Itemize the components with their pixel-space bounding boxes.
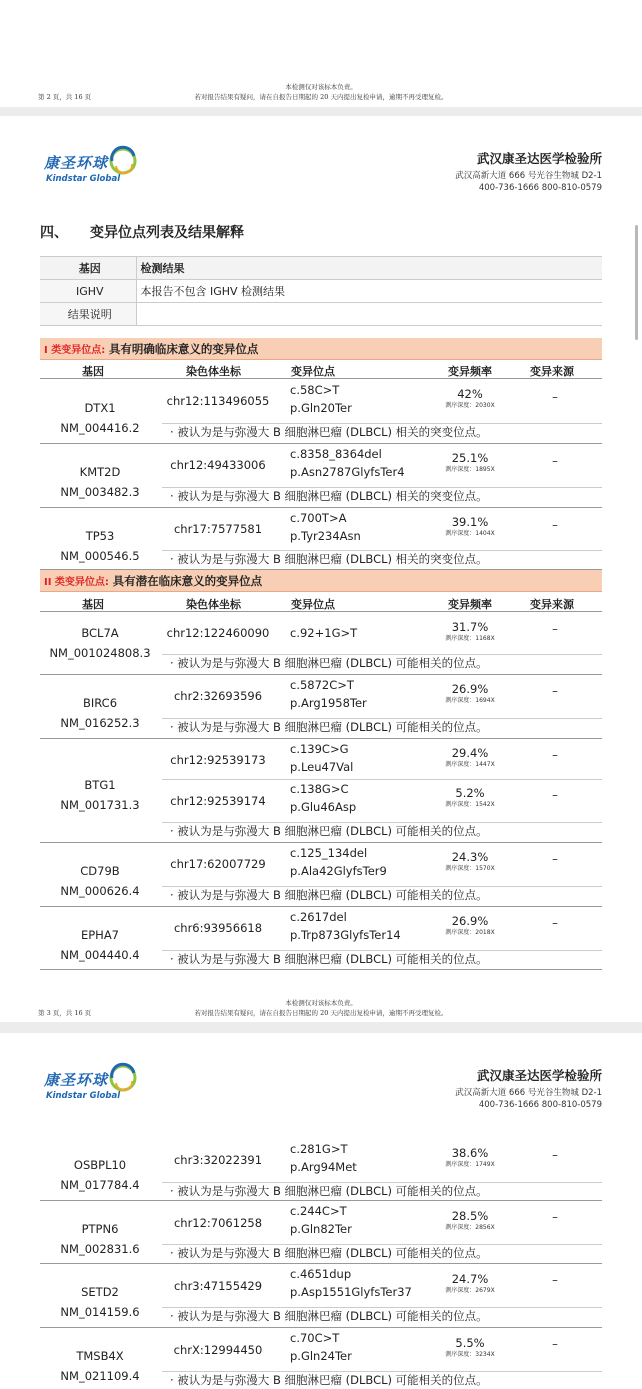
company-logo	[44, 1069, 120, 1101]
variant-note: · 被认为是与弥漫大 B 细胞淋巴瘤 (DLBCL) 相关的突变位点。	[162, 423, 602, 440]
transcript-id: NM_002831.6	[60, 1242, 140, 1256]
ighv-gene: IGHV	[40, 280, 136, 303]
report-page-4	[0, 1033, 642, 1389]
gene-symbol: PTPN6	[81, 1222, 119, 1236]
source-value: –	[552, 852, 558, 866]
source-value: –	[552, 454, 558, 468]
transcript-id: NM_016252.3	[60, 716, 140, 730]
protein-change: p.Arg1958Ter	[290, 696, 367, 710]
footer-disclaimer-1: 本检测仅对该标本负责。	[285, 83, 357, 91]
protein-change: p.Gln82Ter	[290, 1222, 352, 1236]
chr-coord: chr2:32693596	[173, 689, 263, 703]
source-value: –	[552, 748, 558, 762]
report-page-2	[0, 0, 642, 107]
freq-value: 25.1%	[451, 451, 489, 465]
freq-value: 31.7%	[451, 620, 489, 634]
col-freq: 变异频率	[448, 598, 492, 611]
gene-cell	[40, 693, 160, 733]
freq-cell	[440, 515, 500, 538]
tier1-level: I 类变异位点:	[44, 345, 106, 356]
col-src: 变异来源	[530, 598, 574, 611]
depth-value: 测序深度：1570X	[445, 865, 495, 872]
depth-value: 测序深度：1895X	[445, 466, 495, 473]
gene-symbol: BTG1	[84, 778, 116, 792]
variant-row	[40, 1137, 602, 1201]
gene-symbol: CD79B	[80, 864, 120, 878]
gene-cell	[40, 1219, 160, 1259]
freq-value: 28.5%	[451, 1209, 489, 1223]
depth-value: 测序深度：1694X	[445, 697, 495, 704]
gene-symbol: KMT2D	[79, 465, 121, 479]
gene-symbol: BCL7A	[81, 626, 119, 640]
chr-coord: chr6:93956618	[173, 921, 263, 935]
variant-note: · 被认为是与弥漫大 B 细胞淋巴瘤 (DLBCL) 相关的突变位点。	[162, 487, 602, 504]
chr-coord: chr12:113496055	[166, 394, 270, 408]
variant-note: · 被认为是与弥漫大 B 细胞淋巴瘤 (DLBCL) 可能相关的位点。	[162, 950, 602, 967]
transcript-id: NM_004416.2	[60, 421, 140, 435]
variant-note: · 被认为是与弥漫大 B 细胞淋巴瘤 (DLBCL) 可能相关的位点。	[162, 654, 602, 671]
variant-note: · 被认为是与弥漫大 B 细胞淋巴瘤 (DLBCL) 可能相关的位点。	[162, 1307, 602, 1324]
variant-cell	[290, 624, 357, 642]
gene-cell	[40, 398, 160, 438]
logo-en: Kindstar Global	[46, 174, 121, 184]
depth-value: 测序深度：1168X	[445, 635, 495, 642]
variant-note: · 被认为是与弥漫大 B 细胞淋巴瘤 (DLBCL) 可能相关的位点。	[162, 1371, 602, 1388]
variant-note: · 被认为是与弥漫大 B 细胞淋巴瘤 (DLBCL) 可能相关的位点。	[162, 718, 602, 735]
variant-row	[40, 739, 602, 843]
gene-cell	[40, 1155, 160, 1195]
freq-cell	[440, 682, 500, 705]
chr-coord: chr12:122460090	[166, 626, 270, 640]
gene-cell	[40, 1282, 160, 1322]
freq-cell	[440, 1272, 500, 1295]
col-gene: 基因	[82, 598, 104, 611]
footer-disclaimer-2: 若对报告结果有疑问，请在自报告日期起的 20 天内提出复检申请，逾期不再受理复检。	[194, 1009, 448, 1017]
variant-row	[40, 508, 602, 570]
transcript-id: NM_017784.4	[60, 1178, 140, 1192]
company-address: 武汉高新大道 666 号光谷生物城 D2-1	[455, 1088, 602, 1098]
ighv-header-val: 检测结果	[136, 257, 602, 280]
company-phone: 400-736-1666 800-810-0579	[478, 183, 602, 193]
company-info	[455, 1066, 602, 1110]
col-var: 变异位点	[291, 365, 335, 378]
logo-cn: 康圣环球	[44, 154, 109, 172]
depth-value: 测序深度：1404X	[445, 530, 495, 537]
chr-coord: chr12:7061258	[173, 1216, 263, 1230]
cdna-change: c.139C>G	[290, 742, 349, 756]
gene-cell	[40, 861, 160, 901]
variant-cell	[290, 445, 405, 481]
protein-change: p.Glu46Asp	[290, 800, 357, 814]
company-phone: 400-736-1666 800-810-0579	[478, 1100, 602, 1110]
depth-value: 测序深度：3234X	[445, 1351, 495, 1358]
gene-cell	[40, 775, 160, 815]
source-value: –	[552, 1210, 558, 1224]
freq-cell	[440, 914, 500, 937]
variant-row	[40, 843, 602, 907]
tier2-level: II 类变异位点:	[44, 577, 109, 588]
depth-value: 测序深度：2856X	[445, 1224, 495, 1231]
freq-cell	[440, 746, 500, 769]
variant-row	[40, 1328, 602, 1389]
gene-cell	[40, 623, 160, 663]
gene-symbol: BIRC6	[82, 696, 118, 710]
col-gene: 基因	[82, 365, 104, 378]
variant-cell	[290, 1140, 357, 1176]
protein-change: p.Tyr234Asn	[290, 529, 361, 543]
variant-cell	[290, 740, 353, 776]
protein-change: p.Ala42GlyfsTer9	[290, 864, 387, 878]
cdna-change: c.58C>T	[290, 383, 340, 397]
transcript-id: NM_000626.4	[60, 884, 140, 898]
footer-disclaimer-1: 本检测仅对该标本负责。	[285, 999, 357, 1007]
company-name: 武汉康圣达医学检验所	[476, 151, 602, 166]
scrollbar-thumb[interactable]	[635, 225, 638, 340]
depth-value: 测序深度：1542X	[445, 801, 495, 808]
tier1-banner	[40, 338, 602, 360]
col-chr: 染色体坐标	[186, 598, 241, 611]
gene-cell	[40, 925, 160, 965]
cdna-change: c.8358_8364del	[290, 447, 382, 461]
variant-cell	[290, 509, 361, 545]
variant-cell	[290, 908, 401, 944]
tier1-column-header	[40, 361, 602, 379]
cdna-change: c.70C>T	[290, 1331, 340, 1345]
variant-row	[40, 444, 602, 508]
freq-cell	[440, 387, 500, 410]
transcript-id: NM_001731.3	[60, 798, 140, 812]
company-address: 武汉高新大道 666 号光谷生物城 D2-1	[455, 171, 602, 181]
protein-change: p.Asp1551GlyfsTer37	[290, 1285, 412, 1299]
chr-coord: chr17:62007729	[170, 857, 266, 871]
transcript-id: NM_001024808.3	[49, 646, 151, 660]
chr-coord: chr12:49433006	[170, 458, 266, 472]
depth-value: 测序深度：2679X	[445, 1287, 495, 1294]
freq-cell	[440, 850, 500, 873]
chr-coord: chr12:92539174	[170, 794, 266, 808]
transcript-id: NM_021109.4	[60, 1369, 140, 1383]
gene-symbol: DTX1	[84, 401, 116, 415]
source-value: –	[552, 1148, 558, 1162]
section-heading: 变异位点列表及结果解释	[90, 225, 244, 241]
section-title	[40, 222, 266, 242]
protein-change: p.Leu47Val	[290, 760, 354, 774]
variant-row	[40, 1201, 602, 1264]
chr-coord: chr3:47155429	[173, 1279, 263, 1293]
variant-note: · 被认为是与弥漫大 B 细胞淋巴瘤 (DLBCL) 可能相关的位点。	[162, 886, 602, 903]
variant-note: · 被认为是与弥漫大 B 细胞淋巴瘤 (DLBCL) 可能相关的位点。	[162, 822, 602, 839]
variant-cell	[290, 780, 356, 816]
variant-row	[40, 380, 602, 444]
ighv-note-key: 结果说明	[40, 303, 136, 326]
chr-coord: chr17:7577581	[173, 522, 263, 536]
gene-symbol: TMSB4X	[76, 1349, 124, 1363]
gene-symbol: EPHA7	[80, 928, 120, 942]
protein-change: p.Trp873GlyfsTer14	[290, 928, 401, 942]
gene-cell	[40, 526, 160, 566]
ighv-table	[40, 256, 602, 326]
page-number: 第 2 页，共 16 页	[38, 93, 92, 101]
source-value: –	[552, 622, 558, 636]
row-divider	[162, 779, 602, 780]
source-value: –	[552, 518, 558, 532]
variant-note: · 被认为是与弥漫大 B 细胞淋巴瘤 (DLBCL) 相关的突变位点。	[162, 550, 602, 567]
protein-change: p.Asn2787GlyfsTer4	[290, 465, 405, 479]
tier2-column-header	[40, 594, 602, 612]
cdna-change: c.5872C>T	[290, 678, 354, 692]
gene-symbol: OSBPL10	[73, 1158, 127, 1172]
company-info	[455, 149, 602, 193]
source-value: –	[552, 1273, 558, 1287]
company-name: 武汉康圣达医学检验所	[476, 1068, 602, 1083]
gene-cell	[40, 462, 160, 502]
chr-coord: chr12:92539173	[170, 753, 266, 767]
cdna-change: c.2617del	[290, 910, 347, 924]
freq-value: 42%	[457, 387, 483, 401]
ighv-result: 本报告不包含 IGHV 检测结果	[136, 280, 602, 303]
source-value: –	[552, 788, 558, 802]
col-freq: 变异频率	[448, 365, 492, 378]
variant-cell	[290, 844, 387, 880]
chr-coord: chr3:32022391	[173, 1153, 263, 1167]
source-value: –	[552, 684, 558, 698]
depth-value: 测序深度：2030X	[445, 402, 495, 409]
variant-cell	[290, 1202, 352, 1238]
variant-cell	[290, 381, 352, 417]
col-var: 变异位点	[291, 598, 335, 611]
freq-cell	[440, 786, 500, 809]
source-value: –	[552, 1337, 558, 1351]
freq-cell	[440, 1336, 500, 1359]
depth-value: 测序深度：1749X	[445, 1161, 495, 1168]
variant-row	[40, 613, 602, 675]
protein-change: p.Gln24Ter	[290, 1349, 352, 1363]
cdna-change: c.244C>T	[290, 1204, 347, 1218]
section-number: 四、	[40, 225, 68, 241]
gene-symbol: TP53	[85, 529, 115, 543]
depth-value: 测序深度：2018X	[445, 929, 495, 936]
ighv-note-val	[136, 303, 602, 326]
source-value: –	[552, 916, 558, 930]
company-logo	[44, 152, 120, 184]
freq-cell	[440, 1209, 500, 1232]
transcript-id: NM_003482.3	[60, 485, 140, 499]
transcript-id: NM_004440.4	[60, 948, 140, 962]
freq-value: 5.2%	[455, 786, 485, 800]
tier2-desc: 具有潜在临床意义的变异位点	[112, 574, 263, 588]
col-src: 变异来源	[530, 365, 574, 378]
freq-value: 38.6%	[451, 1146, 489, 1160]
chr-coord: chrX:12994450	[173, 1343, 263, 1357]
logo-swirl-icon	[106, 1061, 140, 1095]
variant-cell	[290, 1329, 352, 1365]
gene-cell	[40, 1346, 160, 1386]
tier2-banner	[40, 570, 602, 592]
cdna-change: c.281G>T	[290, 1142, 348, 1156]
cdna-change: c.700T>A	[290, 511, 347, 525]
report-page-3	[0, 116, 642, 1022]
variant-note: · 被认为是与弥漫大 B 细胞淋巴瘤 (DLBCL) 可能相关的位点。	[162, 1244, 602, 1261]
tier1-desc: 具有明确临床意义的变异位点	[108, 342, 259, 356]
cdna-change: c.125_134del	[290, 846, 368, 860]
freq-value: 24.7%	[451, 1272, 489, 1286]
freq-cell	[440, 620, 500, 643]
freq-value: 5.5%	[455, 1336, 485, 1350]
freq-cell	[440, 1146, 500, 1169]
protein-change: p.Gln20Ter	[290, 401, 352, 415]
protein-change: p.Arg94Met	[290, 1160, 357, 1174]
logo-swirl-icon	[106, 144, 140, 178]
footer-disclaimer-2: 若对报告结果有疑问，请在自报告日期起的 20 天内提出复检申请，逾期不再受理复检。	[194, 93, 448, 101]
freq-value: 29.4%	[451, 746, 489, 760]
freq-value: 26.9%	[451, 914, 489, 928]
variant-cell	[290, 676, 367, 712]
cdna-change: c.138G>C	[290, 782, 349, 796]
variant-row	[40, 907, 602, 970]
source-value: –	[552, 390, 558, 404]
freq-value: 26.9%	[451, 682, 489, 696]
gene-symbol: SETD2	[81, 1285, 119, 1299]
logo-en: Kindstar Global	[46, 1091, 121, 1101]
ighv-header-key: 基因	[40, 257, 136, 280]
logo-cn: 康圣环球	[44, 1071, 109, 1089]
transcript-id: NM_000546.5	[60, 549, 140, 563]
variant-row	[40, 675, 602, 739]
depth-value: 测序深度：1447X	[445, 761, 495, 768]
page-number: 第 3 页，共 16 页	[38, 1009, 92, 1017]
freq-value: 24.3%	[451, 850, 489, 864]
variant-note: · 被认为是与弥漫大 B 细胞淋巴瘤 (DLBCL) 可能相关的位点。	[162, 1182, 602, 1199]
freq-value: 39.1%	[451, 515, 489, 529]
cdna-change: c.92+1G>T	[290, 626, 358, 640]
variant-cell	[290, 1265, 412, 1301]
variant-row	[40, 1264, 602, 1328]
cdna-change: c.4651dup	[290, 1267, 352, 1281]
col-chr: 染色体坐标	[186, 365, 241, 378]
transcript-id: NM_014159.6	[60, 1305, 140, 1319]
freq-cell	[440, 451, 500, 474]
